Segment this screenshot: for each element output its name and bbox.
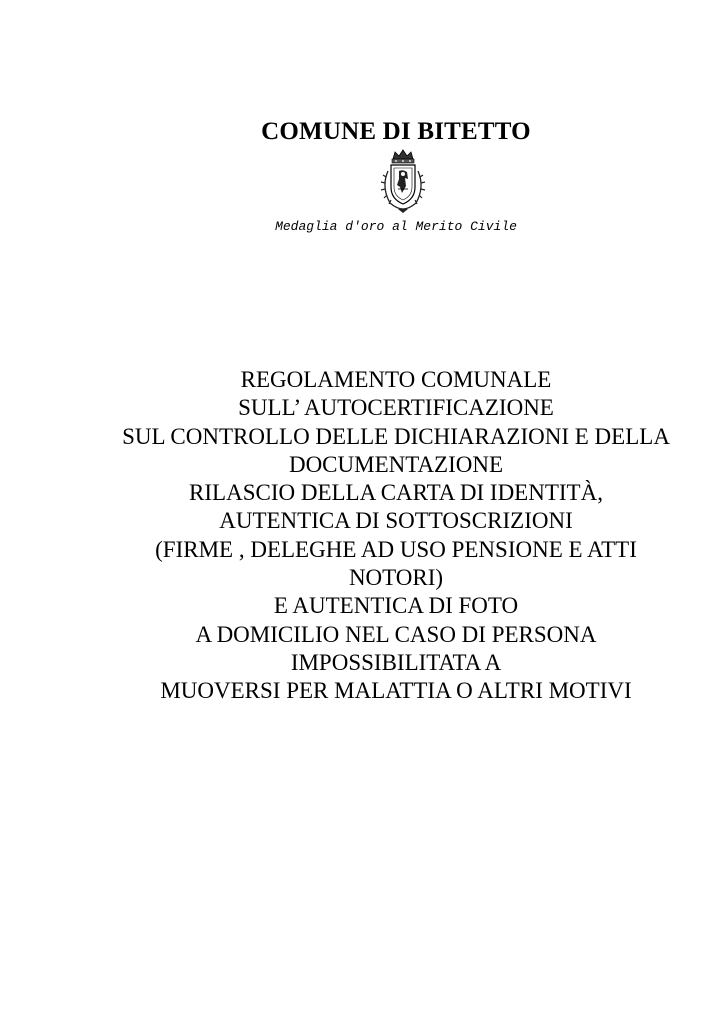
regulation-title-line: SUL CONTROLLO DELLE DICHIARAZIONI E DELLA: [122, 423, 670, 449]
regulation-title-line: DOCUMENTAZIONE: [288, 451, 504, 477]
regulation-title: [0, 366, 724, 706]
municipality-title: COMUNE DI BITETTO: [261, 118, 531, 145]
regulation-title-line: MUOVERSI PER MALATTIA O ALTRI MOTIVI: [160, 678, 632, 704]
medal-caption: Medaglia d'oro al Merito Civile: [275, 219, 517, 234]
regulation-title-line: AUTENTICA DI SOTTOSCRIZIONI: [219, 508, 573, 534]
coat-of-arms-icon: [372, 149, 434, 215]
regulation-title-line: SULL’ AUTOCERTIFICAZIONE: [238, 395, 554, 421]
regulation-title-line: IMPOSSIBILITATA A: [290, 649, 502, 675]
regulation-title-line: REGOLAMENTO COMUNALE: [240, 367, 552, 392]
regulation-title-line: E AUTENTICA DI FOTO: [273, 593, 519, 619]
regulation-title-line: RILASCIO DELLA CARTA DI IDENTITÀ,: [189, 480, 603, 506]
regulation-title-line: NOTORI): [348, 565, 444, 591]
regulation-title-line: (FIRME , DELEGHE AD USO PENSIONE E ATTI: [155, 536, 637, 562]
regulation-title-line: A DOMICILIO NEL CASO DI PERSONA: [195, 621, 597, 647]
